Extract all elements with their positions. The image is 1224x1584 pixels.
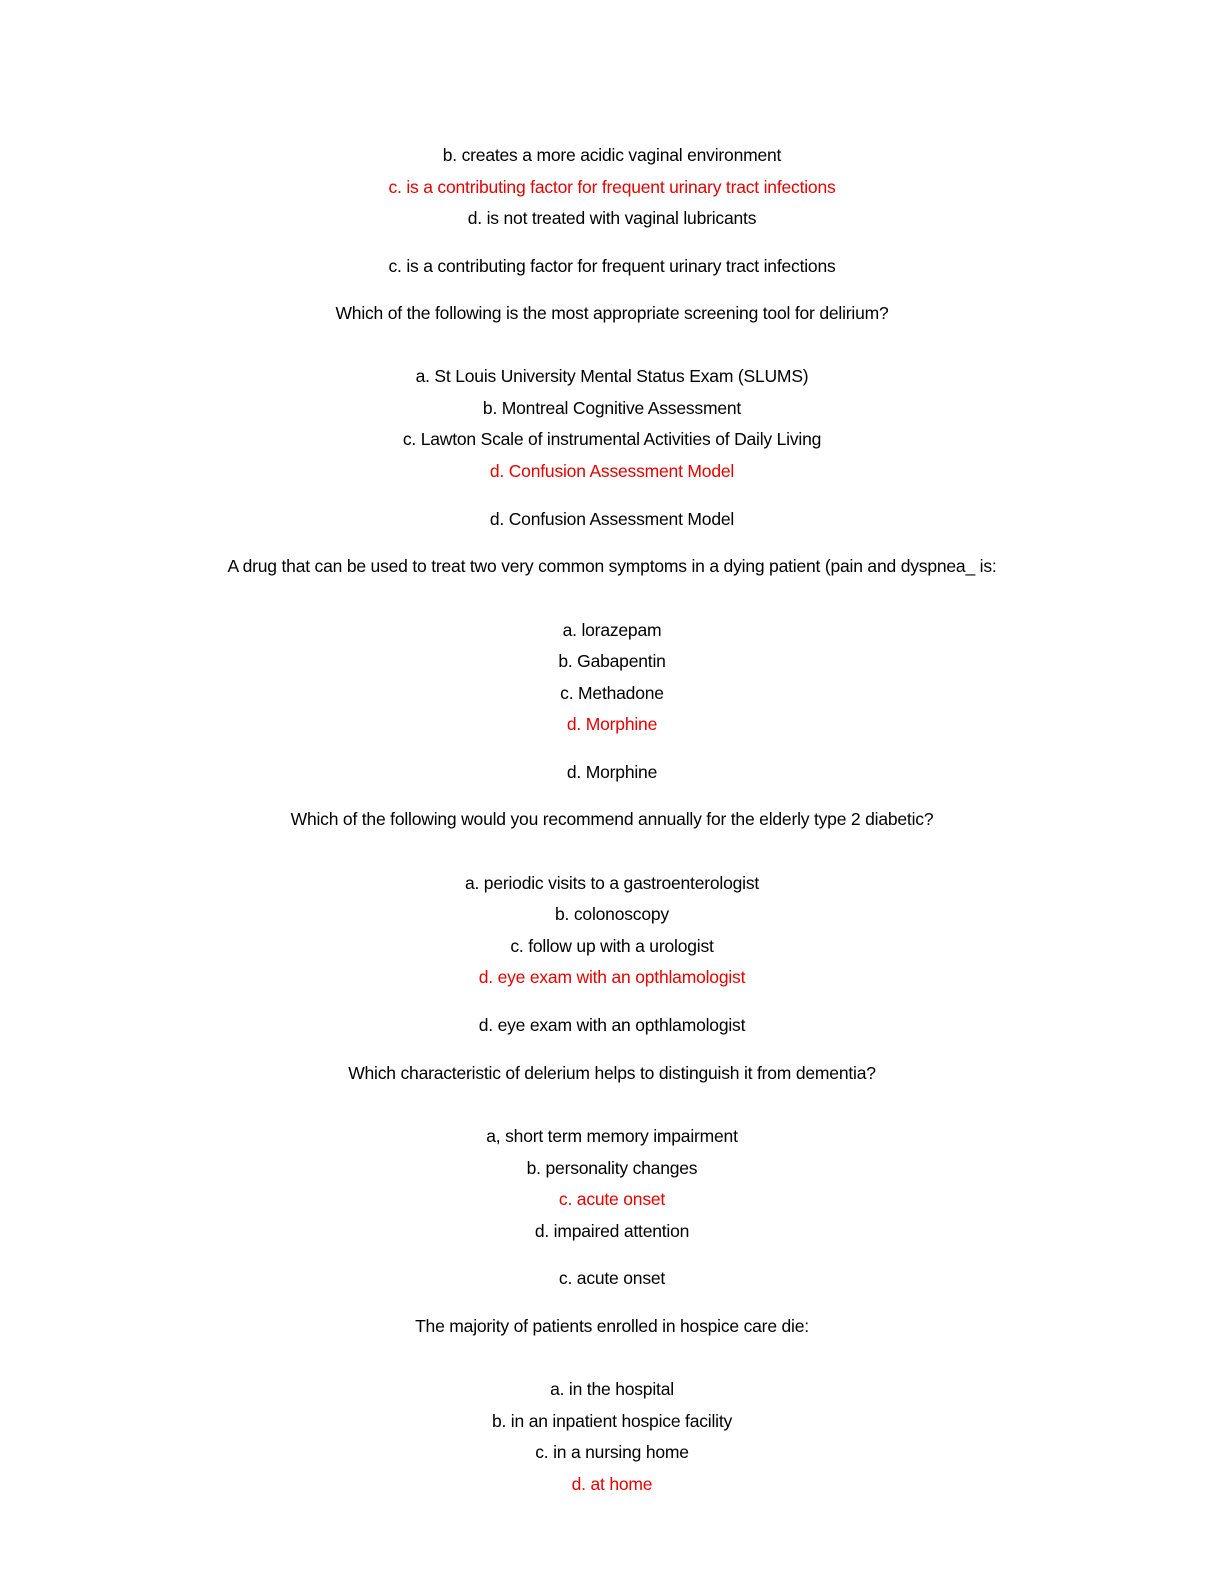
answer-key: d. eye exam with an opthlamologist [478, 1015, 746, 1035]
answer-option: c. Lawton Scale of instrumental Activities of Daily Living [402, 429, 822, 449]
question-text: Which of the following would you recommend annually for the elderly type 2 diabetic? [290, 809, 934, 829]
question-text: The majority of patients enrolled in hospice care die: [415, 1316, 809, 1336]
answer-key: c. acute onset [558, 1268, 666, 1288]
question-text: Which characteristic of delerium helps to distinguish it from dementia? [348, 1063, 876, 1083]
answer-option: b. Montreal Cognitive Assessment [482, 398, 742, 418]
correct-answer-option: c. acute onset [558, 1189, 666, 1209]
answer-option: c. in a nursing home [535, 1442, 689, 1462]
answer-option: b. Gabapentin [558, 651, 666, 671]
answer-option: b. creates a more acidic vaginal environment [442, 145, 782, 165]
correct-answer-option: d. Morphine [566, 714, 658, 734]
answer-key: d. Confusion Assessment Model [489, 509, 735, 529]
answer-key: c. is a contributing factor for frequent urinary tract infections [388, 256, 836, 276]
question-text: Which of the following is the most appropriate screening tool for delirium? [335, 303, 889, 323]
answer-option: d. impaired attention [534, 1221, 690, 1241]
answer-option: b. personality changes [526, 1158, 698, 1178]
answer-option: b. in an inpatient hospice facility [491, 1411, 733, 1431]
answer-option: a. in the hospital [550, 1379, 674, 1399]
answer-option: a. lorazepam [562, 620, 662, 640]
answer-option: a. St Louis University Mental Status Exam (SLUMS) [415, 366, 809, 386]
correct-answer-option: d. eye exam with an opthlamologist [478, 967, 746, 987]
answer-option: c. follow up with a urologist [510, 936, 714, 956]
answer-option: c. Methadone [560, 683, 664, 703]
answer-option: a, short term memory impairment [486, 1126, 738, 1146]
answer-key: d. Morphine [566, 762, 658, 782]
answer-option: b. colonoscopy [555, 904, 669, 924]
question-text: A drug that can be used to treat two very common symptoms in a dying patient (pain and dyspnea_ is: [227, 556, 997, 576]
correct-answer-option: d. at home [571, 1474, 653, 1494]
answer-option: a. periodic visits to a gastroenterologist [464, 873, 760, 893]
correct-answer-option: d. Confusion Assessment Model [489, 461, 735, 481]
answer-option: d. is not treated with vaginal lubricants [467, 208, 757, 228]
correct-answer-option: c. is a contributing factor for frequent urinary tract infections [388, 177, 836, 197]
